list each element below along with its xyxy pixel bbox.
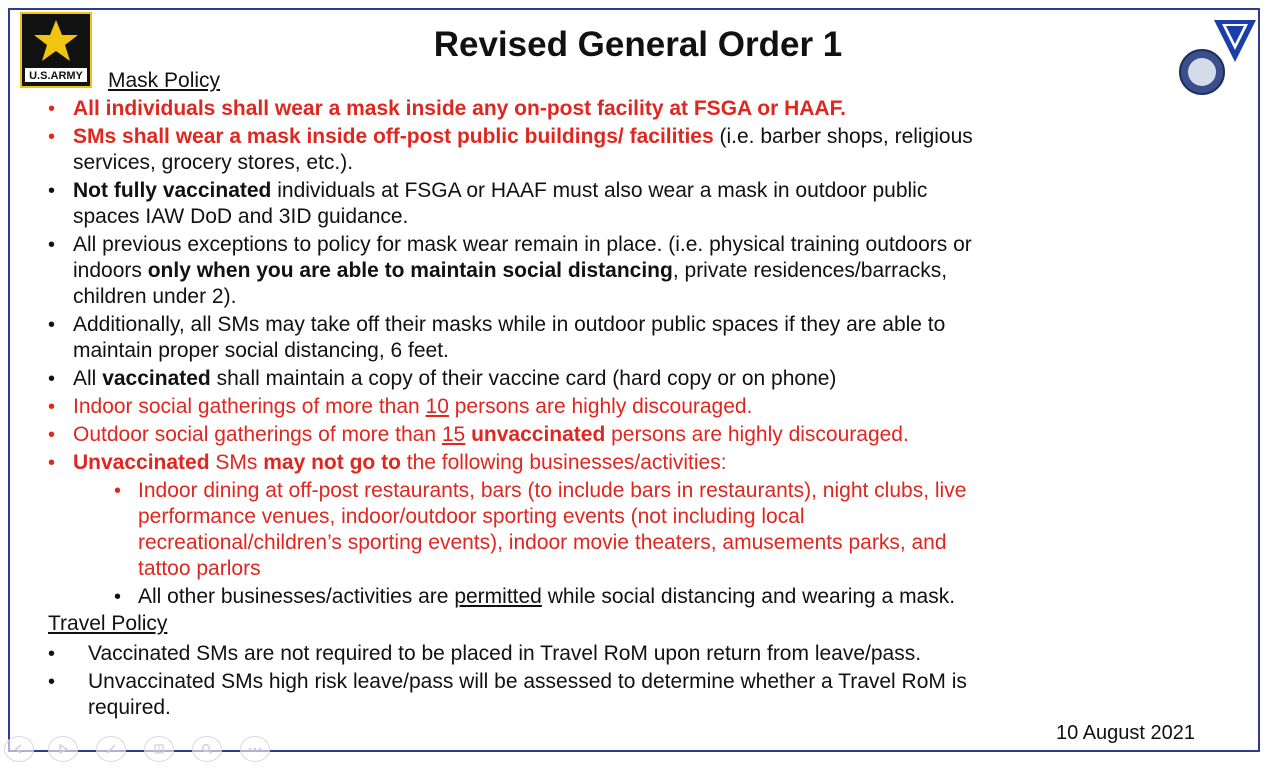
sub-bullet-1-cont2: recreational/children’s sporting events), indoor movie theaters, amusements parks, and [138, 531, 947, 554]
presentation-toolbar [0, 732, 290, 768]
bullet-marker: • [48, 671, 56, 693]
bullet-marker: • [48, 314, 56, 336]
next-slide-button[interactable] [48, 736, 78, 762]
pen-tool-button[interactable] [96, 736, 126, 762]
bullet-marker: • [48, 452, 56, 474]
mask-bullet-1: All individuals shall wear a mask inside any on-post facility at FSGA or HAAF. [73, 97, 846, 120]
mask-bullet-8: Outdoor social gatherings of more than 15 unvaccinated persons are highly discouraged. [73, 423, 909, 446]
sub-bullet-marker: • [114, 480, 122, 502]
magnifier-icon [201, 743, 213, 755]
mask-bullet-2: SMs shall wear a mask inside off-post public buildings/ facilities (i.e. barber shops, religious [73, 125, 973, 148]
bullet-marker: • [48, 396, 56, 418]
sub-bullet-1: Indoor dining at off-post restaurants, bars (to include bars in restaurants), night clubs, live [138, 479, 967, 502]
mask-bullet-4: All previous exceptions to policy for mask wear remain in place. (i.e. physical training outdoors or [73, 233, 972, 256]
mask-bullet-4-cont2: children under 2). [73, 285, 237, 308]
bullet-marker: • [48, 234, 56, 256]
travel-bullet-2-cont: required. [88, 696, 171, 719]
previous-slide-button[interactable] [4, 736, 34, 762]
mask-bullet-2-cont: services, grocery stores, etc.). [73, 151, 354, 174]
sub-bullet-1-cont: performance venues, indoor/outdoor sporting events (not including local [138, 505, 805, 528]
bullet-marker: • [48, 180, 56, 202]
slide-date: 10 August 2021 [1056, 722, 1196, 744]
travel-bullet-1: Vaccinated SMs are not required to be placed in Travel RoM upon return from leave/pass. [88, 642, 922, 665]
travel-bullet-2: Unvaccinated SMs high risk leave/pass will be assessed to determine whether a Travel RoM is [88, 670, 967, 693]
sub-bullet-2: All other businesses/activities are permitted while social distancing and wearing a mask. [138, 585, 956, 608]
ellipsis-icon [248, 746, 262, 752]
mask-bullet-5: Additionally, all SMs may take off their masks while in outdoor public spaces if they are able to [73, 313, 946, 336]
mask-bullet-3-cont: spaces IAW DoD and 3ID guidance. [73, 205, 409, 228]
mask-bullet-4-cont: indoors only when you are able to maintain social distancing, private residences/barracks, [73, 259, 948, 282]
travel-policy-heading: Travel Policy [48, 612, 168, 635]
more-options-button[interactable] [240, 736, 270, 762]
page-title: Revised General Order 1 [433, 25, 843, 64]
slides-overview-button[interactable] [144, 736, 174, 762]
mask-bullet-5-cont: maintain proper social distancing, 6 feet. [73, 339, 449, 362]
bullet-marker: • [48, 368, 56, 390]
sub-bullet-1-cont3: tattoo parlors [138, 557, 261, 580]
bullet-marker: • [48, 424, 56, 446]
play-icon [57, 743, 69, 755]
zoom-button[interactable] [192, 736, 222, 762]
bullet-marker: • [48, 126, 56, 148]
grid-icon [153, 743, 165, 755]
bullet-marker: • [48, 643, 56, 665]
mask-bullet-6: All vaccinated shall maintain a copy of their vaccine card (hard copy or on phone) [73, 367, 837, 390]
mask-policy-heading: Mask Policy [108, 69, 221, 92]
army-logo-label: U.S.ARMY [24, 67, 88, 83]
sub-bullet-marker: • [114, 586, 122, 608]
mask-bullet-3: Not fully vaccinated individuals at FSGA or HAAF must also wear a mask in outdoor public [73, 179, 928, 202]
pen-icon [105, 743, 117, 755]
bullet-marker: • [48, 98, 56, 120]
mask-bullet-7: Indoor social gatherings of more than 10 persons are highly discouraged. [73, 395, 753, 418]
arrow-left-icon [13, 743, 25, 755]
mask-bullet-9: Unvaccinated SMs may not go to the following businesses/activities: [73, 451, 727, 474]
